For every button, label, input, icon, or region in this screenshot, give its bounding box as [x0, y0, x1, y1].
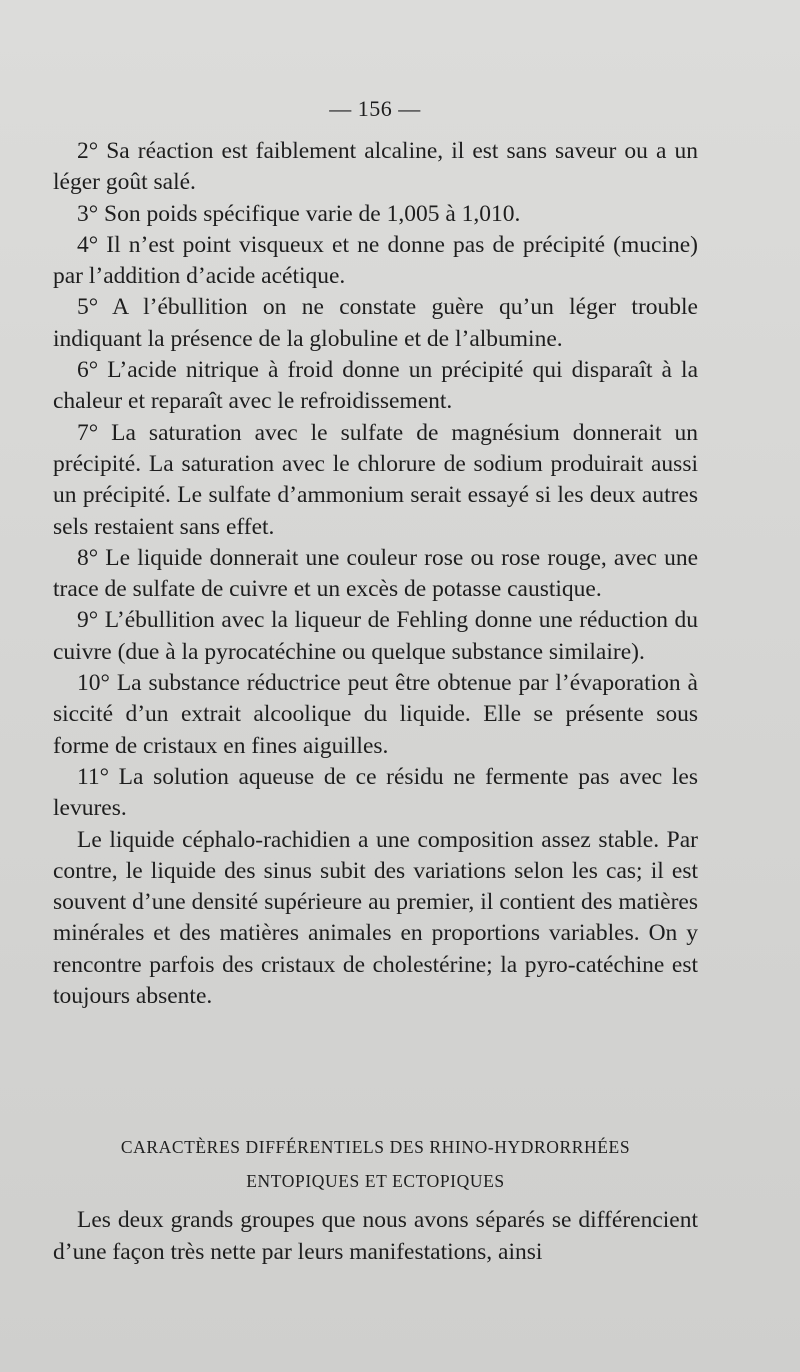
paragraph-9: 9° L’ébullition avec la liqueur de Fehling donne une réduction du cuivre (due à la pyrocatéchine ou quelque substance similaire). — [53, 607, 698, 665]
paragraph-11: 11° La solution aqueuse de ce résidu ne fermente pas avec les levures. — [53, 763, 698, 822]
closing-paragraph: Les deux grands groupes que nous avons séparés se différencient d’une façon très nette par leurs manifestations, ainsi — [53, 1207, 698, 1265]
paragraph-summary: Le liquide céphalo-rachidien a une composition assez stable. Par contre, le liquide des sinus subit des variations selon les cas; il est souvent d’une densité supérieure au premier, il contient des matières minérales et des matières animales en proportions variables. On y rencontre parfois des cristaux de cholestérine; la pyro-catéchine est toujours absente. — [53, 826, 698, 1010]
closing-text — [53, 1204, 698, 1268]
section-heading-line-2: ENTOPIQUES ET ECTOPIQUES — [246, 1171, 505, 1191]
paragraph-5: 5° A l’ébullition on ne constate guère qu’un léger trouble indiquant la présence de la globuline et de l’albumine. — [53, 294, 698, 352]
paragraph-3: 3° Son poids spécifique varie de 1,005 à 1,010. — [77, 200, 521, 227]
paragraph-10: 10° La substance réductrice peut être obtenue par l’évaporation à siccité d’un extrait alcoolique du liquide. Elle se présente sous forme de cristaux en fines aiguilles. — [53, 670, 698, 759]
body-text — [53, 136, 698, 1012]
paragraph-8: 8° Le liquide donnerait une couleur rose ou rose rouge, avec une trace de sulfate de cuivre et un excès de potasse caustique. — [53, 544, 698, 603]
section-heading — [53, 1130, 698, 1198]
paragraph-6: 6° L’acide nitrique à froid donne un précipité qui disparaît à la chaleur et reparaît avec le refroidissement. — [53, 357, 698, 415]
page-number: — 156 — — [329, 96, 421, 121]
paragraph-7: 7° La saturation avec le sulfate de magnésium donnerait un précipité. La saturation avec le chlorure de sodium produirait aussi un précipité. Le sulfate d’ammonium serait essayé si les deux autres sels restaient sans effet. — [53, 419, 698, 540]
paragraph-2: 2° Sa réaction est faiblement alcaline, il est sans saveur ou a un léger goût salé. — [53, 138, 698, 196]
paragraph-4: 4° Il n’est point visqueux et ne donne pas de précipité (mucine) par l’addition d’acide acétique. — [53, 231, 698, 290]
section-heading-line-1: CARACTÈRES DIFFÉRENTIELS DES RHINO-HYDRORRHÉES — [120, 1137, 631, 1157]
